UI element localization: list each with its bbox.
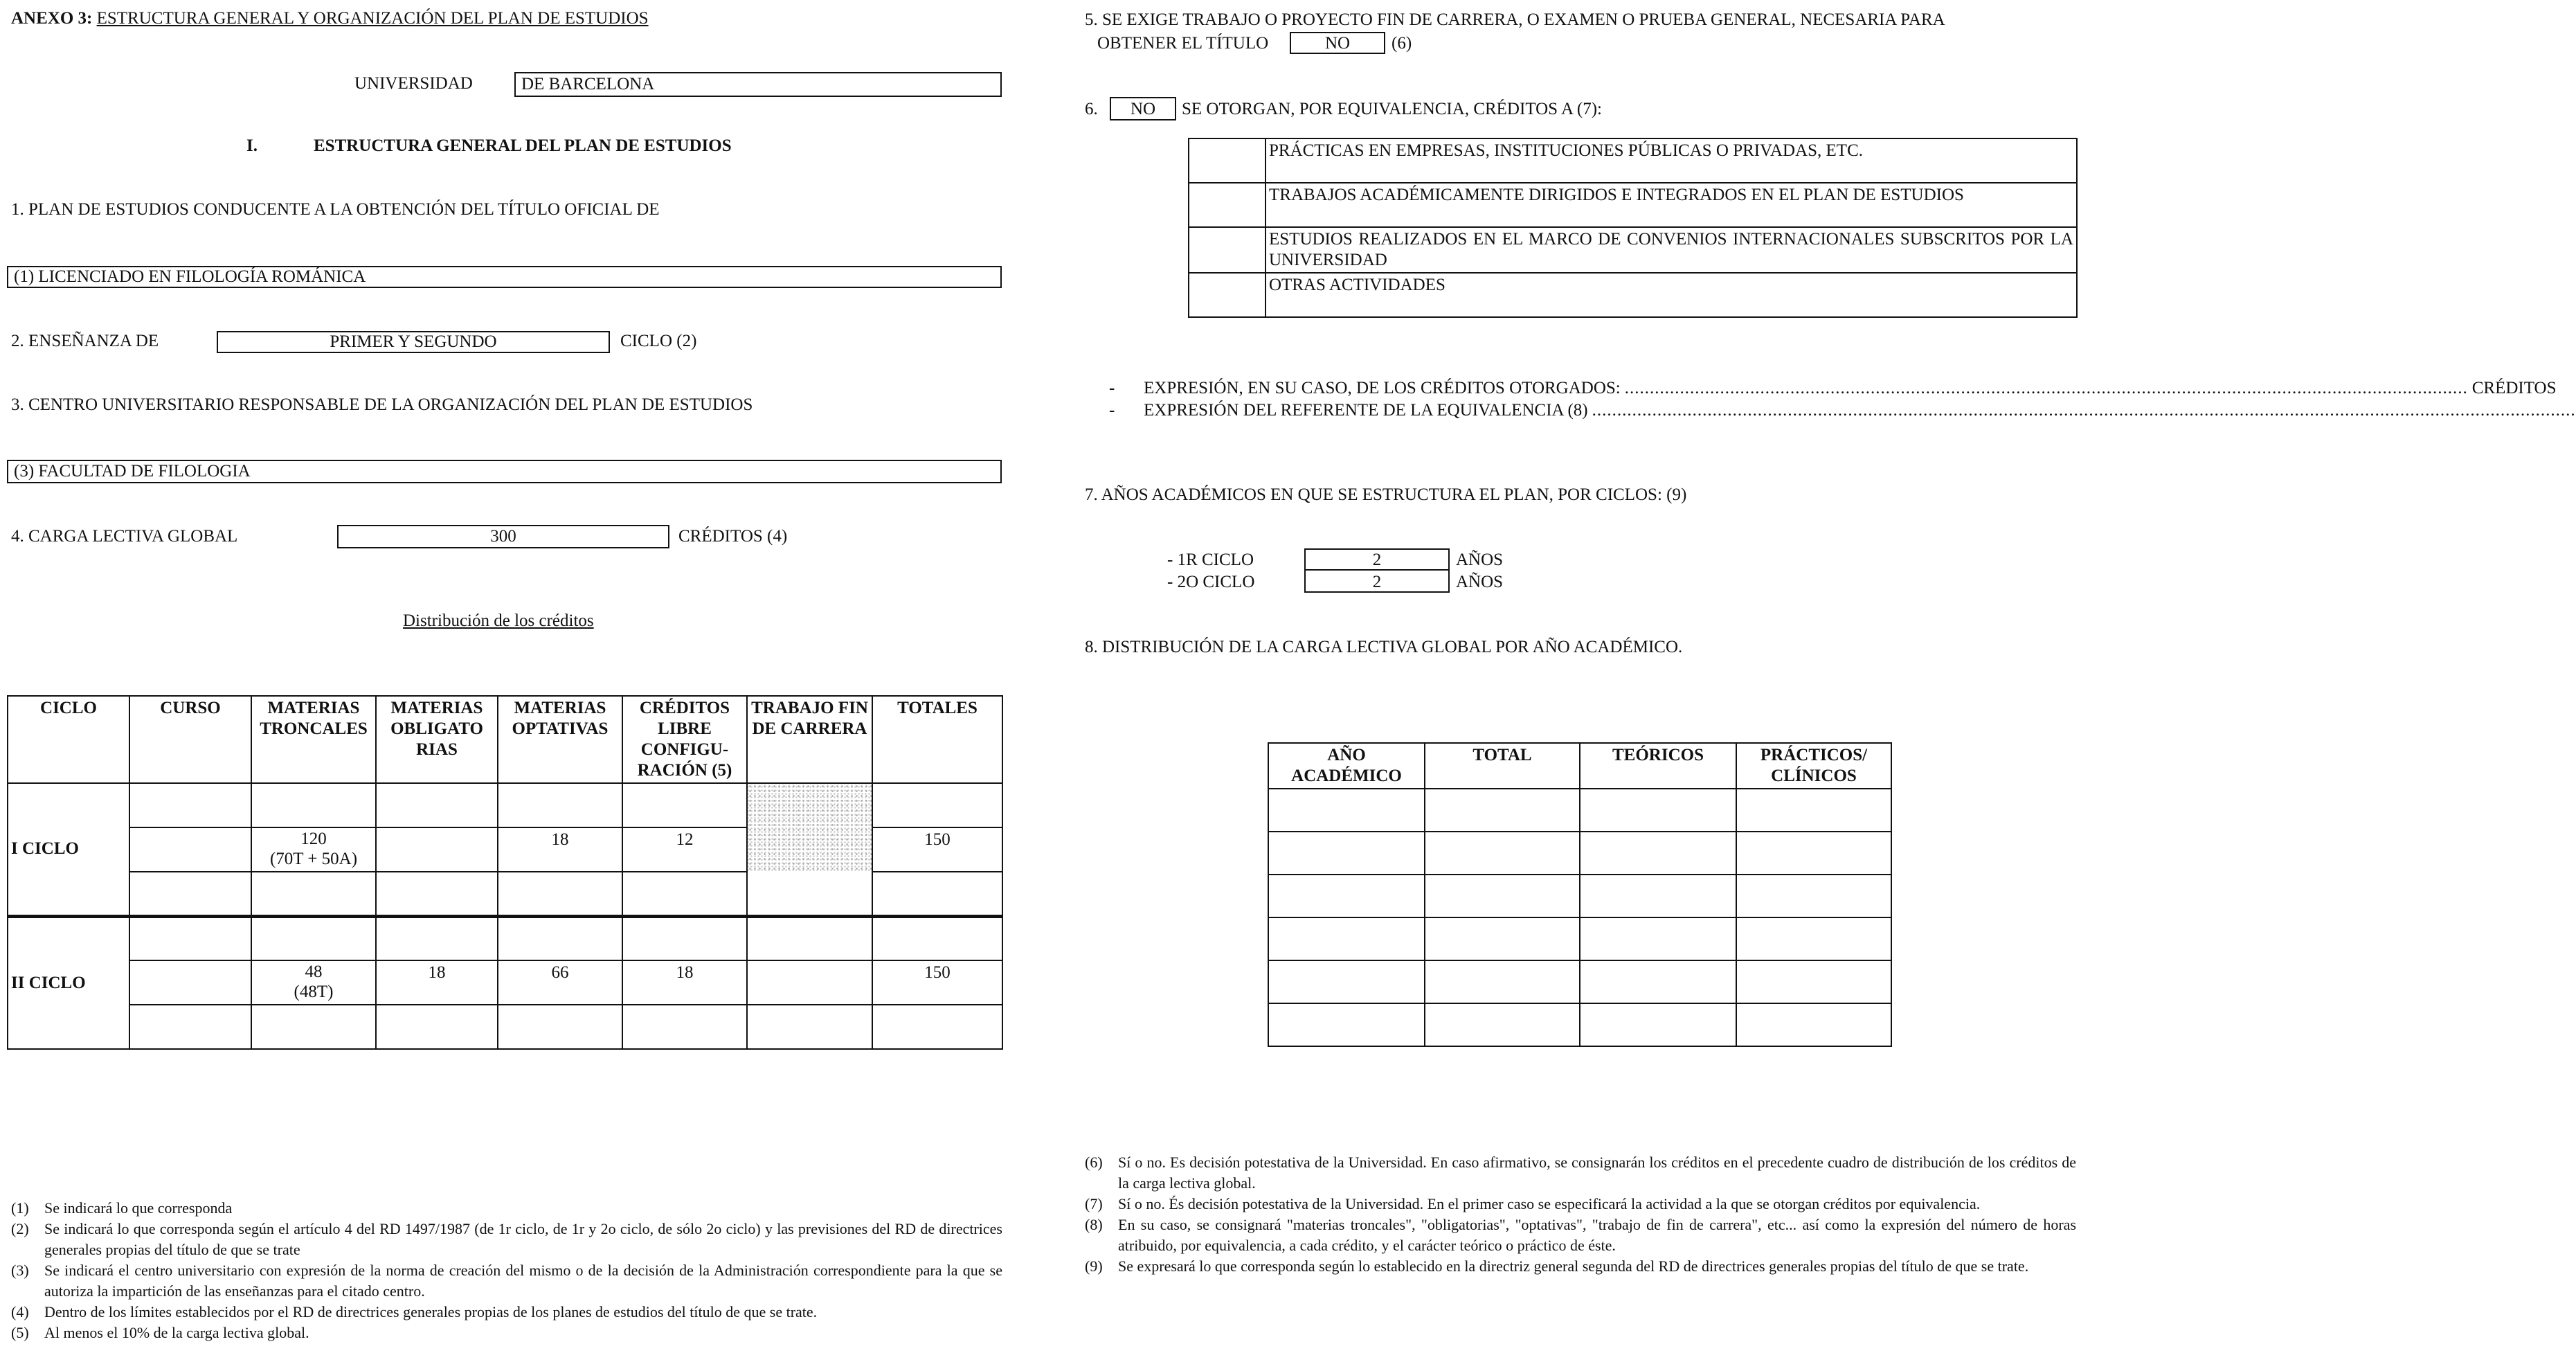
item8-title: 8. DISTRIBUCIÓN DE LA CARGA LECTIVA GLOBAL POR AÑO ACADÉMICO. — [1085, 638, 1683, 656]
header-practice: PRÁCTICOS/ CLÍNICOS — [1736, 743, 1891, 789]
item4-label: 4. CARGA LECTIVA GLOBAL — [11, 527, 238, 546]
option-label: ESTUDIOS REALIZADOS EN EL MARCO DE CONVENIOS INTERNACIONALES SUBSCRITOS POR LA UNIVERSIDAD — [1266, 227, 2077, 273]
table-row — [1268, 1003, 1891, 1046]
footnote-num: (6) — [1085, 1154, 1103, 1171]
footnote — [1085, 1152, 2076, 1194]
cycle1-name — [8, 783, 129, 916]
item7-row1-label: - 1R CICLO — [1167, 550, 1254, 569]
header-optativas: MATERIAS OPTATIVAS — [498, 696, 622, 783]
cycle2-troncales-detail: (48T) — [294, 982, 334, 1001]
credits-header-row — [8, 696, 1002, 783]
item7-row1-unit: AÑOS — [1456, 550, 1504, 569]
footnotes-right — [1085, 1152, 2076, 1277]
cycle-field: PRIMER Y SEGUNDO — [217, 331, 610, 353]
table-row — [8, 1005, 1002, 1049]
footnote — [11, 1198, 1002, 1219]
footnote — [11, 1219, 1002, 1260]
equivalence-field: NO — [1110, 97, 1176, 120]
item4-suffix: CRÉDITOS (4) — [678, 527, 788, 546]
credits-field: 300 — [337, 525, 669, 548]
table-row — [1268, 917, 1891, 960]
item5-line2: OBTENER EL TÍTULO — [1097, 34, 1269, 53]
table-row — [8, 783, 1002, 827]
cycle1-totales: 150 — [872, 827, 1002, 872]
option-checkbox — [1189, 138, 1266, 183]
section-title: ESTRUCTURA GENERAL DEL PLAN DE ESTUDIOS — [314, 136, 732, 155]
cycle1-optativas: 18 — [498, 827, 622, 872]
footnote — [11, 1260, 1002, 1302]
expr1-bullet: - — [1109, 379, 1115, 397]
footnote-text: Se indicará lo que corresponda — [44, 1199, 233, 1217]
expr2-row — [1144, 400, 2576, 421]
cycle2-troncales-value: 48 — [305, 962, 323, 981]
credits-table — [7, 695, 1003, 1050]
cycle2-trabajo — [747, 960, 872, 1005]
footnotes-left — [11, 1198, 1002, 1343]
cycle2-troncales — [251, 960, 376, 1005]
footnote-num: (7) — [1085, 1195, 1103, 1212]
header-obligatorias: MATERIAS OBLIGATO RIAS — [376, 696, 498, 783]
cycle2-years-field: 2 — [1304, 569, 1450, 593]
cycle1-label: I CICLO — [11, 839, 79, 859]
table-row — [1268, 789, 1891, 832]
cycle2-libre: 18 — [622, 960, 747, 1005]
cycle2-label: II CICLO — [11, 973, 86, 992]
equivalence-options-table — [1188, 138, 2078, 318]
annex-title: ESTRUCTURA GENERAL Y ORGANIZACIÓN DEL PLAN DE ESTUDIOS — [96, 9, 649, 28]
expr2-label: EXPRESIÓN DEL REFERENTE DE LA EQUIVALENCIA (8) — [1144, 401, 1588, 420]
cycle1-obligatorias — [376, 827, 498, 872]
cycle1-troncales — [251, 827, 376, 872]
cycle2-obligatorias: 18 — [376, 960, 498, 1005]
table-row — [1189, 183, 2077, 227]
item7-row2-unit: AÑOS — [1456, 573, 1504, 591]
expr1-dots: ........................................................................................................................................................................ — [1624, 379, 2468, 397]
footnote-text: En su caso, se consignará "materias troncales", "obligatorias", "optativas", "trabajo de fin de carrera", etc... así como la expresión del número de horas atribuido, por equivalencia, a cada crédito, y el carácter teórico o práctico de éste. — [1118, 1216, 2076, 1254]
item5-suffix: (6) — [1391, 34, 1412, 53]
expr2-dots: .................................................................................................................................................................................................... — [1592, 401, 2576, 420]
option-checkbox — [1189, 273, 1266, 317]
item2-suffix: CICLO (2) — [620, 332, 697, 350]
yearly-load-table — [1268, 742, 1892, 1047]
thesis-required-field: NO — [1290, 32, 1385, 54]
footnote-text: Se indicará lo que corresponda según el artículo 4 del RD 1497/1987 (de 1r ciclo, de 1r y 2o ciclo, de sólo 2o ciclo) y las previsiones del RD de directrices generales propias del título de que se trate — [44, 1220, 1002, 1258]
footnote-text: Dentro de los límites establecidos por el RD de directrices generales propias de los planes de estudios del título de que se trate. — [44, 1303, 818, 1320]
table-row — [8, 960, 1002, 1005]
item2-label: 2. ENSEÑANZA DE — [11, 332, 159, 350]
table-row — [1268, 875, 1891, 917]
footnote — [11, 1302, 1002, 1323]
cycle2-optativas: 66 — [498, 960, 622, 1005]
option-checkbox — [1189, 183, 1266, 227]
university-label: UNIVERSIDAD — [354, 74, 473, 93]
footnote — [11, 1323, 1002, 1343]
expr1-suffix: CRÉDITOS — [2471, 379, 2557, 397]
cycle2-totales: 150 — [872, 960, 1002, 1005]
header-libre: CRÉDITOS LIBRE CONFIGU- RACIÓN (5) — [622, 696, 747, 783]
header-ciclo: CICLO — [8, 696, 129, 783]
footnote-num: (3) — [11, 1262, 29, 1279]
header-year: AÑO ACADÉMICO — [1268, 743, 1425, 789]
option-label: PRÁCTICAS EN EMPRESAS, INSTITUCIONES PÚBLICAS O PRIVADAS, ETC. — [1266, 138, 2077, 183]
yearly-header-row — [1268, 743, 1891, 789]
annex-label: ANEXO 3: — [11, 9, 93, 28]
footnote-text: Al menos el 10% de la carga lectiva global. — [44, 1324, 309, 1341]
scan-noise — [748, 784, 872, 871]
cycle1-troncales-detail: (70T + 50A) — [269, 849, 358, 868]
footnote — [1085, 1215, 2076, 1256]
expr1-row — [1144, 378, 2557, 399]
footnote-text: Se expresará lo que corresponda según lo establecido en la directriz general segunda del RD de directrices generales propias del título de que se trate. — [1118, 1257, 2029, 1275]
cycle1-libre: 12 — [622, 827, 747, 872]
distribution-title: Distribución de los créditos — [403, 611, 594, 630]
footnote-num: (8) — [1085, 1216, 1103, 1233]
item3-text: 3. CENTRO UNIVERSITARIO RESPONSABLE DE LA ORGANIZACIÓN DEL PLAN DE ESTUDIOS — [11, 395, 753, 414]
header-troncales: MATERIAS TRONCALES — [251, 696, 376, 783]
item6-text: SE OTORGAN, POR EQUIVALENCIA, CRÉDITOS A (7): — [1182, 100, 1602, 118]
cycle2-name — [8, 916, 129, 1049]
table-row — [1268, 960, 1891, 1003]
cycle1-troncales-value: 120 — [300, 830, 327, 848]
header-total: TOTAL — [1425, 743, 1580, 789]
header-trabajo: TRABAJO FIN DE CARRERA — [747, 696, 872, 783]
option-label: OTRAS ACTIVIDADES — [1266, 273, 2077, 317]
footnote-num: (5) — [11, 1324, 29, 1341]
table-row — [1268, 832, 1891, 875]
footnote-text: Sí o no. Es decisión potestativa de la Universidad. En caso afirmativo, se consignarán los créditos en el precedente cuadro de distribución de los créditos de la carga lectiva global. — [1118, 1154, 2076, 1192]
degree-field: (1) LICENCIADO EN FILOLOGÍA ROMÁNICA — [7, 266, 1002, 288]
cycle1-years-field: 2 — [1304, 548, 1450, 571]
footnote-num: (4) — [11, 1303, 29, 1320]
annex-heading — [11, 8, 649, 29]
item7-row2-label: - 2O CICLO — [1167, 573, 1255, 591]
cycle1-trabajo-cell — [747, 783, 872, 916]
footnote — [1085, 1256, 2076, 1277]
option-label: TRABAJOS ACADÉMICAMENTE DIRIGIDOS E INTEGRADOS EN EL PLAN DE ESTUDIOS — [1266, 183, 2077, 227]
footnote-num: (2) — [11, 1220, 29, 1237]
option-checkbox — [1189, 227, 1266, 273]
item7-title: 7. AÑOS ACADÉMICOS EN QUE SE ESTRUCTURA EL PLAN, POR CICLOS: (9) — [1085, 485, 1687, 504]
expr2-bullet: - — [1109, 401, 1115, 420]
footnote-num: (1) — [11, 1199, 29, 1217]
item6-number: 6. — [1085, 100, 1098, 118]
table-row — [1189, 138, 2077, 183]
expr1-label: EXPRESIÓN, EN SU CASO, DE LOS CRÉDITOS OTORGADOS: — [1144, 379, 1621, 397]
faculty-field: (3) FACULTAD DE FILOLOGIA — [7, 460, 1002, 483]
item5-line1: 5. SE EXIGE TRABAJO O PROYECTO FIN DE CARRERA, O EXAMEN O PRUEBA GENERAL, NECESARIA PARA — [1085, 10, 1945, 29]
header-totales: TOTALES — [872, 696, 1002, 783]
header-theory: TEÓRICOS — [1580, 743, 1736, 789]
footnote-text: Se indicará el centro universitario con expresión de la norma de creación del mismo o de la decisión de la Administración correspondiente para la que se autoriza la impartición de las enseñanzas para el citado centro. — [44, 1262, 1002, 1300]
item1-text: 1. PLAN DE ESTUDIOS CONDUCENTE A LA OBTENCIÓN DEL TÍTULO OFICIAL DE — [11, 200, 660, 219]
section-number: I. — [246, 136, 258, 155]
table-row — [8, 916, 1002, 960]
table-row — [1189, 273, 2077, 317]
footnote-text: Sí o no. És decisión potestativa de la Universidad. En el primer caso se especificará la actividad a la que se otorgan créditos por equivalencia. — [1118, 1195, 1981, 1212]
university-field: DE BARCELONA — [514, 72, 1002, 97]
footnote-num: (9) — [1085, 1257, 1103, 1275]
header-curso: CURSO — [129, 696, 251, 783]
footnote — [1085, 1194, 2076, 1215]
table-row — [1189, 227, 2077, 273]
